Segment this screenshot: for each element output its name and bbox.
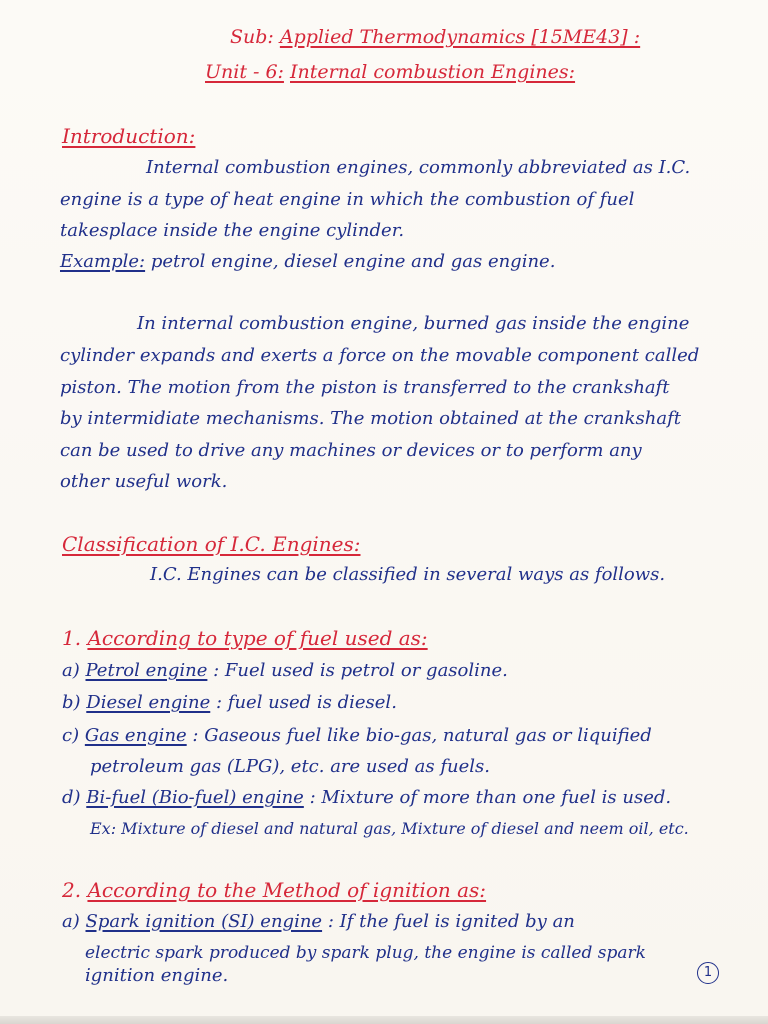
item-petrol-text: : Fuel used is petrol or gasoline.	[213, 660, 508, 681]
intro-p2-line-2: cylinder expands and exerts a force on the movable component called	[60, 345, 700, 366]
intro-p2-line-1: In internal combustion engine, burned gas inside the engine	[137, 313, 690, 334]
subject-line	[230, 26, 640, 48]
item-bifuel-label: Bi-fuel (Bio-fuel) engine	[86, 787, 304, 808]
classification-intro: I.C. Engines can be classified in several ways as follows.	[150, 564, 666, 585]
item-spark-label: Spark ignition (SI) engine	[85, 911, 323, 932]
item-bifuel-text: : Mixture of more than one fuel is used.	[309, 787, 672, 808]
item-gas-continued: petroleum gas (LPG), etc. are used as fuels.	[90, 756, 490, 777]
classification-heading: Classification of I.C. Engines:	[62, 532, 361, 556]
item-diesel	[62, 692, 397, 714]
section-1-number: 1.	[62, 626, 82, 650]
item-gas	[62, 725, 652, 747]
subject-prefix: Sub:	[230, 26, 274, 48]
intro-p2-line-4: by intermidiate mechanisms. The motion obtained at the crankshaft	[60, 408, 682, 429]
item-spark-text: : If the fuel is ignited by an	[327, 911, 575, 932]
item-gas-prefix: c)	[62, 725, 80, 746]
item-petrol	[62, 660, 508, 682]
unit-line	[205, 61, 575, 83]
item-gas-label: Gas engine	[84, 725, 187, 746]
item-bifuel-prefix: d)	[62, 787, 81, 808]
section-1-title: According to type of fuel used as:	[87, 626, 428, 650]
page-number-badge: 1	[697, 962, 719, 984]
item-gas-text: : Gaseous fuel like bio-gas, natural gas or liquified	[192, 725, 652, 746]
item-spark-prefix: a)	[62, 911, 80, 932]
example-text: petrol engine, diesel engine and gas engine.	[150, 251, 556, 272]
subject-title: Applied Thermodynamics [15ME43] :	[279, 26, 641, 48]
item-bifuel-example: Ex: Mixture of diesel and natural gas, Mixture of diesel and neem oil, etc.	[90, 819, 689, 838]
introduction-heading: Introduction:	[62, 124, 196, 148]
unit-prefix: Unit - 6:	[205, 61, 284, 83]
section-2-number: 2.	[62, 878, 82, 902]
item-spark-continued-2: ignition engine.	[85, 965, 229, 986]
section-2-title: According to the Method of ignition as:	[87, 878, 487, 902]
unit-title: Internal combustion Engines:	[290, 61, 576, 83]
item-diesel-text: : fuel used is diesel.	[216, 692, 397, 713]
intro-p2-line-3: piston. The motion from the piston is transferred to the crankshaft	[60, 377, 670, 398]
page-bottom-edge	[0, 1016, 768, 1024]
item-petrol-prefix: a)	[62, 660, 80, 681]
example-label: Example:	[60, 251, 146, 272]
intro-p2-line-6: other useful work.	[60, 471, 228, 492]
item-petrol-label: Petrol engine	[85, 660, 208, 681]
example-line	[60, 251, 555, 273]
intro-line-1: Internal combustion engines, commonly abbreviated as I.C.	[146, 157, 691, 178]
intro-line-3: takesplace inside the engine cylinder.	[60, 220, 405, 241]
intro-line-2: engine is a type of heat engine in which the combustion of fuel	[60, 189, 635, 210]
item-diesel-label: Diesel engine	[86, 692, 211, 713]
item-spark-continued-1: electric spark produced by spark plug, the engine is called spark	[85, 943, 646, 963]
item-spark	[62, 911, 575, 933]
item-bifuel	[62, 787, 671, 809]
section-1-heading	[62, 627, 428, 649]
section-2-heading	[62, 879, 486, 901]
intro-p2-line-5: can be used to drive any machines or devices or to perform any	[60, 440, 642, 461]
item-diesel-prefix: b)	[62, 692, 81, 713]
